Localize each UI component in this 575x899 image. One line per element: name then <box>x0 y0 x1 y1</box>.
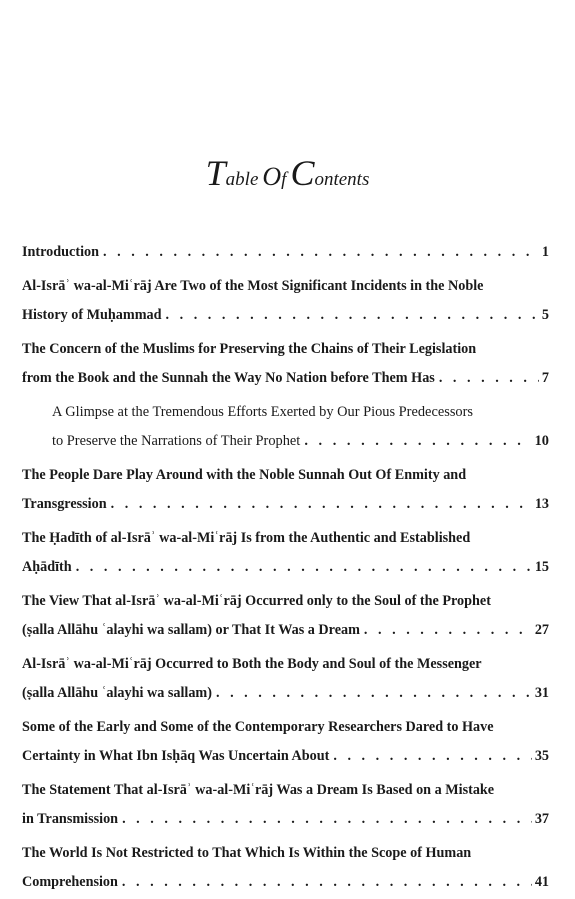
toc-entry-line: Al-Isrāʾ wa-al-Miʿrāj Occurred to Both the Body and Soul of the Messenger <box>22 656 482 672</box>
toc-entry[interactable] <box>22 398 549 456</box>
toc-entry-line: to Preserve the Narrations of Their Prophet <box>52 433 301 449</box>
toc-entry-line: Certainty in What Ibn Isḥāq Was Uncertain About <box>22 748 330 764</box>
toc-entry[interactable] <box>22 776 549 834</box>
title-cap-t: T <box>205 153 226 193</box>
dot-leader <box>122 805 532 834</box>
title-cap-o: O <box>262 162 282 191</box>
page-number: 15 <box>534 559 549 575</box>
page-number: 27 <box>534 622 549 638</box>
dot-leader <box>166 301 539 330</box>
toc-entry[interactable] <box>22 587 549 645</box>
title-rest-able: able <box>225 169 259 190</box>
title-rest-f: f <box>281 169 287 190</box>
toc-entry[interactable] <box>22 650 549 708</box>
dot-leader <box>76 553 532 582</box>
dot-leader <box>103 238 539 267</box>
title-rest-ontents: ontents <box>314 169 370 190</box>
toc-entry-line: (ṣalla Allāhu ʿalayhi wa sallam) or That It Was a Dream <box>22 622 360 638</box>
dot-leader <box>439 364 539 393</box>
dot-leader <box>216 679 532 708</box>
page-title <box>0 152 575 194</box>
page-number: 10 <box>534 433 549 449</box>
toc-entry-line: History of Muḥammad <box>22 307 162 323</box>
toc-list <box>22 238 549 897</box>
page-number: 35 <box>534 748 549 764</box>
toc-entry-line: in Transmission <box>22 811 119 827</box>
dot-leader <box>111 490 532 519</box>
toc-entry-line: The View That al-Isrāʾ wa-al-Miʿrāj Occurred only to the Soul of the Prophet <box>22 593 491 609</box>
toc-entry-line: (ṣalla Allāhu ʿalayhi wa sallam) <box>22 685 212 701</box>
toc-entry[interactable] <box>22 839 549 897</box>
page-number: 1 <box>541 244 549 260</box>
toc-entry[interactable] <box>22 524 549 582</box>
toc-entry-line: The Statement That al-Isrāʾ wa-al-Miʿrāj Was a Dream Is Based on a Mistake <box>22 782 495 798</box>
toc-entry-line: The Concern of the Muslims for Preserving the Chains of Their Legislation <box>22 341 477 357</box>
toc-entry[interactable] <box>22 461 549 519</box>
toc-entry-line: The World Is Not Restricted to That Which Is Within the Scope of Human <box>22 845 472 861</box>
toc-entry-line: Some of the Early and Some of the Contemporary Researchers Dared to Have <box>22 719 494 735</box>
toc-entry-line: Al-Isrāʾ wa-al-Miʿrāj Are Two of the Most Significant Incidents in the Noble <box>22 278 484 294</box>
toc-entry-line: Transgression <box>22 496 107 512</box>
toc-entry-line: from the Book and the Sunnah the Way No Nation before Them Has <box>22 370 435 386</box>
page-number: 31 <box>534 685 549 701</box>
dot-leader <box>333 742 531 771</box>
dot-leader <box>122 868 532 897</box>
toc-entry[interactable] <box>22 335 549 393</box>
page-number: 13 <box>534 496 549 512</box>
page-number: 37 <box>534 811 549 827</box>
toc-entry[interactable] <box>22 272 549 330</box>
toc-entry-line: A Glimpse at the Tremendous Efforts Exerted by Our Pious Predecessors <box>52 404 474 420</box>
toc-entry-line: Aḥādīth <box>22 559 72 575</box>
toc-entry[interactable] <box>22 713 549 771</box>
dot-leader <box>304 427 531 456</box>
page-number: 5 <box>541 307 549 323</box>
toc-entry-line: The People Dare Play Around with the Noble Sunnah Out Of Enmity and <box>22 467 467 483</box>
dot-leader <box>364 616 532 645</box>
toc-entry-line: The Ḥadīth of al-Isrāʾ wa-al-Miʿrāj Is from the Authentic and Established <box>22 530 471 546</box>
title-cap-c: C <box>290 153 315 193</box>
page-number: 7 <box>541 370 549 386</box>
toc-entry-line: Introduction <box>22 244 99 260</box>
toc-entry-line: Comprehension <box>22 874 118 890</box>
toc-entry[interactable] <box>22 238 549 267</box>
page-number: 41 <box>534 874 549 890</box>
